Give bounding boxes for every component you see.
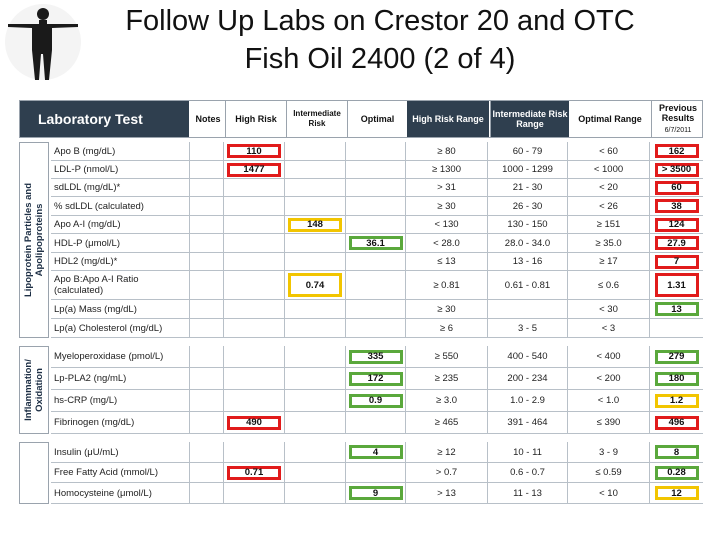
notes-cell	[190, 412, 224, 433]
notes-cell	[190, 390, 224, 411]
intermediate-risk-range: 400 - 540	[488, 346, 568, 367]
previous-result-badge: 162	[655, 144, 699, 158]
test-name: LDL-P (nmol/L)	[51, 161, 190, 178]
previous-result-cell	[650, 463, 703, 482]
table-row	[51, 346, 703, 368]
high-risk-range: < 130	[406, 216, 488, 233]
previous-result-cell	[650, 390, 703, 411]
header-high-risk-range: High Risk Range	[407, 101, 489, 137]
table-row	[51, 368, 703, 390]
high-risk-range: ≥ 235	[406, 368, 488, 389]
optimal-range: < 60	[568, 142, 650, 160]
optimal-range: ≥ 17	[568, 253, 650, 270]
table-row	[51, 142, 703, 161]
high-risk-cell	[224, 271, 285, 299]
previous-result-cell	[650, 253, 703, 270]
test-name: Lp-PLA2 (ng/mL)	[51, 368, 190, 389]
previous-result-cell	[650, 271, 703, 299]
notes-cell	[190, 216, 224, 233]
previous-result-cell	[650, 300, 703, 318]
high-risk-cell	[224, 346, 285, 367]
optimal-range: ≥ 151	[568, 216, 650, 233]
previous-result-badge: 8	[655, 445, 699, 459]
optimal-range: < 30	[568, 300, 650, 318]
optimal-cell	[346, 463, 406, 482]
section-inflammation	[19, 346, 703, 434]
table-row	[51, 197, 703, 216]
high-risk-cell	[224, 142, 285, 160]
notes-cell	[190, 179, 224, 196]
optimal-cell	[346, 179, 406, 196]
intermediate-risk-range: 200 - 234	[488, 368, 568, 389]
high-risk-cell	[224, 368, 285, 389]
high-risk-cell	[224, 234, 285, 252]
optimal-range: < 10	[568, 483, 650, 503]
optimal-cell	[346, 319, 406, 337]
intermediate-risk-range: 10 - 11	[488, 442, 568, 462]
result-badge: 335	[349, 350, 403, 364]
optimal-cell	[346, 390, 406, 411]
high-risk-range: ≥ 3.0	[406, 390, 488, 411]
optimal-cell	[346, 271, 406, 299]
previous-result-badge: 60	[655, 181, 699, 195]
table-row	[51, 216, 703, 234]
previous-result-badge: 124	[655, 218, 699, 232]
notes-cell	[190, 161, 224, 178]
test-name: Apo B:Apo A-I Ratio (calculated)	[51, 271, 190, 299]
test-name: % sdLDL (calculated)	[51, 197, 190, 215]
high-risk-range: ≥ 465	[406, 412, 488, 433]
intermediate-risk-cell	[285, 483, 346, 503]
test-name: Apo A-I (mg/dL)	[51, 216, 190, 233]
header-intermediate-risk: Intermediate Risk	[293, 109, 341, 128]
previous-result-badge: 7	[655, 255, 699, 269]
result-badge: 490	[227, 416, 281, 430]
human-figure-logo	[2, 2, 84, 82]
optimal-cell	[346, 412, 406, 433]
previous-result-cell	[650, 179, 703, 196]
high-risk-range: ≥ 30	[406, 300, 488, 318]
intermediate-risk-range: 13 - 16	[488, 253, 568, 270]
section-label-box	[19, 142, 49, 338]
notes-cell	[190, 483, 224, 503]
intermediate-risk-range: 21 - 30	[488, 179, 568, 196]
section-metabolic	[19, 442, 703, 504]
result-badge: 0.74	[288, 273, 342, 297]
notes-cell	[190, 346, 224, 367]
page-title: Follow Up Labs on Crestor 20 and OTC Fish Oil 2400 (2 of 4)	[125, 5, 635, 75]
optimal-cell	[346, 216, 406, 233]
previous-result-cell	[650, 216, 703, 233]
intermediate-risk-cell	[285, 142, 346, 160]
previous-result-badge: 180	[655, 372, 699, 386]
intermediate-risk-cell	[285, 179, 346, 196]
test-name: Free Fatty Acid (mmol/L)	[51, 463, 190, 482]
notes-cell	[190, 142, 224, 160]
notes-cell	[190, 319, 224, 337]
previous-result-badge: 13	[655, 302, 699, 316]
high-risk-range: > 13	[406, 483, 488, 503]
intermediate-risk-range: 3 - 5	[488, 319, 568, 337]
test-name: HDL2 (mg/dL)*	[51, 253, 190, 270]
optimal-cell	[346, 368, 406, 389]
optimal-range: ≥ 35.0	[568, 234, 650, 252]
table-row	[51, 234, 703, 253]
high-risk-cell	[224, 442, 285, 462]
high-risk-cell	[224, 483, 285, 503]
header-laboratory-test: Laboratory Test	[20, 101, 189, 137]
intermediate-risk-cell	[285, 300, 346, 318]
optimal-cell	[346, 483, 406, 503]
high-risk-cell	[224, 161, 285, 178]
section-label: Lipoprotein Particles and Apolipoproteins	[23, 182, 45, 298]
optimal-range: ≤ 0.6	[568, 271, 650, 299]
previous-result-cell	[650, 442, 703, 462]
intermediate-risk-cell	[285, 412, 346, 433]
table-row	[51, 161, 703, 179]
high-risk-range: ≥ 12	[406, 442, 488, 462]
high-risk-range: ≥ 80	[406, 142, 488, 160]
intermediate-risk-range	[488, 300, 568, 318]
table-row	[51, 179, 703, 197]
previous-result-cell	[650, 346, 703, 367]
table-row	[51, 442, 703, 463]
header-optimal-range: Optimal Range	[578, 114, 642, 124]
table-row	[51, 271, 703, 300]
section-label: Inflammation/ Oxidation	[23, 359, 45, 421]
result-badge: 0.71	[227, 466, 281, 480]
intermediate-risk-range: 1000 - 1299	[488, 161, 568, 178]
table-row	[51, 319, 703, 338]
result-badge: 172	[349, 372, 403, 386]
notes-cell	[190, 300, 224, 318]
optimal-range: 3 - 9	[568, 442, 650, 462]
optimal-cell	[346, 346, 406, 367]
result-badge: 4	[349, 445, 403, 459]
intermediate-risk-cell	[285, 463, 346, 482]
intermediate-risk-cell	[285, 319, 346, 337]
high-risk-range: ≥ 550	[406, 346, 488, 367]
optimal-cell	[346, 142, 406, 160]
notes-cell	[190, 463, 224, 482]
intermediate-risk-cell	[285, 368, 346, 389]
high-risk-cell	[224, 319, 285, 337]
previous-result-badge: 38	[655, 199, 699, 213]
test-name: Myeloperoxidase (pmol/L)	[51, 346, 190, 367]
high-risk-range: ≤ 13	[406, 253, 488, 270]
intermediate-risk-cell	[285, 442, 346, 462]
high-risk-cell	[224, 390, 285, 411]
intermediate-risk-range: 391 - 464	[488, 412, 568, 433]
header-previous-results	[652, 101, 704, 137]
header-notes: Notes	[195, 114, 221, 124]
high-risk-cell	[224, 179, 285, 196]
previous-result-cell	[650, 368, 703, 389]
table-row	[51, 412, 703, 434]
previous-result-cell	[650, 161, 703, 178]
high-risk-range: > 0.7	[406, 463, 488, 482]
test-name: sdLDL (mg/dL)*	[51, 179, 190, 196]
previous-results-label: Previous Results	[658, 102, 698, 123]
high-risk-range: ≥ 1300	[406, 161, 488, 178]
optimal-cell	[346, 300, 406, 318]
optimal-range: < 200	[568, 368, 650, 389]
test-name: Lp(a) Cholesterol (mg/dL)	[51, 319, 190, 337]
previous-result-badge: 0.28	[655, 466, 699, 480]
header-high-risk: High Risk	[235, 114, 277, 124]
table-row	[51, 463, 703, 483]
result-badge: 110	[227, 144, 281, 158]
test-name: hs-CRP (mg/L)	[51, 390, 190, 411]
optimal-range: < 400	[568, 346, 650, 367]
result-badge: 1477	[227, 163, 281, 177]
result-badge: 36.1	[349, 236, 403, 250]
test-name: Homocysteine (μmol/L)	[51, 483, 190, 503]
intermediate-risk-cell	[285, 161, 346, 178]
optimal-cell	[346, 161, 406, 178]
notes-cell	[190, 253, 224, 270]
optimal-cell	[346, 253, 406, 270]
table-header	[19, 100, 703, 138]
previous-result-cell	[650, 319, 703, 337]
intermediate-risk-cell	[285, 390, 346, 411]
table-row	[51, 483, 703, 504]
lab-report	[17, 96, 705, 506]
optimal-range: < 3	[568, 319, 650, 337]
notes-cell	[190, 197, 224, 215]
intermediate-risk-range: 1.0 - 2.9	[488, 390, 568, 411]
previous-result-badge: 1.31	[655, 273, 699, 297]
high-risk-cell	[224, 253, 285, 270]
high-risk-cell	[224, 463, 285, 482]
intermediate-risk-cell	[285, 253, 346, 270]
intermediate-risk-cell	[285, 234, 346, 252]
optimal-range: < 1000	[568, 161, 650, 178]
high-risk-cell	[224, 412, 285, 433]
result-badge: 9	[349, 486, 403, 500]
previous-result-cell	[650, 197, 703, 215]
previous-result-badge: > 3500	[655, 163, 699, 177]
intermediate-risk-range: 11 - 13	[488, 483, 568, 503]
previous-result-cell	[650, 483, 703, 503]
notes-cell	[190, 442, 224, 462]
notes-cell	[190, 234, 224, 252]
table-row	[51, 300, 703, 319]
intermediate-risk-range: 28.0 - 34.0	[488, 234, 568, 252]
intermediate-risk-range: 26 - 30	[488, 197, 568, 215]
previous-result-cell	[650, 142, 703, 160]
high-risk-range: < 28.0	[406, 234, 488, 252]
high-risk-cell	[224, 300, 285, 318]
intermediate-risk-range: 130 - 150	[488, 216, 568, 233]
result-badge: 148	[288, 218, 342, 232]
optimal-range: < 1.0	[568, 390, 650, 411]
notes-cell	[190, 368, 224, 389]
high-risk-range: ≥ 0.81	[406, 271, 488, 299]
high-risk-cell	[224, 216, 285, 233]
high-risk-cell	[224, 197, 285, 215]
section-lipoproteins	[19, 142, 703, 338]
high-risk-range: ≥ 6	[406, 319, 488, 337]
optimal-range: < 20	[568, 179, 650, 196]
previous-result-badge: 279	[655, 350, 699, 364]
header-intermediate-risk-range: Intermediate Risk Range	[490, 101, 569, 137]
previous-result-cell	[650, 412, 703, 433]
previous-result-cell	[650, 234, 703, 252]
test-name: Fibrinogen (mg/dL)	[51, 412, 190, 433]
table-row	[51, 253, 703, 271]
intermediate-risk-cell	[285, 271, 346, 299]
test-name: Insulin (μU/mL)	[51, 442, 190, 462]
intermediate-risk-range: 0.6 - 0.7	[488, 463, 568, 482]
optimal-range: ≤ 0.59	[568, 463, 650, 482]
intermediate-risk-range: 0.61 - 0.81	[488, 271, 568, 299]
previous-result-badge: 1.2	[655, 394, 699, 408]
previous-result-badge: 27.9	[655, 236, 699, 250]
intermediate-risk-cell	[285, 197, 346, 215]
optimal-range: < 26	[568, 197, 650, 215]
intermediate-risk-cell	[285, 216, 346, 233]
previous-result-badge: 496	[655, 416, 699, 430]
section-label-box	[19, 442, 49, 504]
intermediate-risk-range: 60 - 79	[488, 142, 568, 160]
table-row	[51, 390, 703, 412]
high-risk-range: ≥ 30	[406, 197, 488, 215]
previous-result-badge: 12	[655, 486, 699, 500]
high-risk-range: > 31	[406, 179, 488, 196]
test-name: Lp(a) Mass (mg/dL)	[51, 300, 190, 318]
test-name: HDL-P (μmol/L)	[51, 234, 190, 252]
section-label-box	[19, 346, 49, 434]
header-optimal: Optimal	[360, 114, 395, 124]
optimal-cell	[346, 234, 406, 252]
notes-cell	[190, 271, 224, 299]
optimal-range: ≤ 390	[568, 412, 650, 433]
intermediate-risk-cell	[285, 346, 346, 367]
previous-results-date: 6/7/2011	[664, 126, 692, 134]
result-badge: 0.9	[349, 394, 403, 408]
optimal-cell	[346, 442, 406, 462]
test-name: Apo B (mg/dL)	[51, 142, 190, 160]
optimal-cell	[346, 197, 406, 215]
